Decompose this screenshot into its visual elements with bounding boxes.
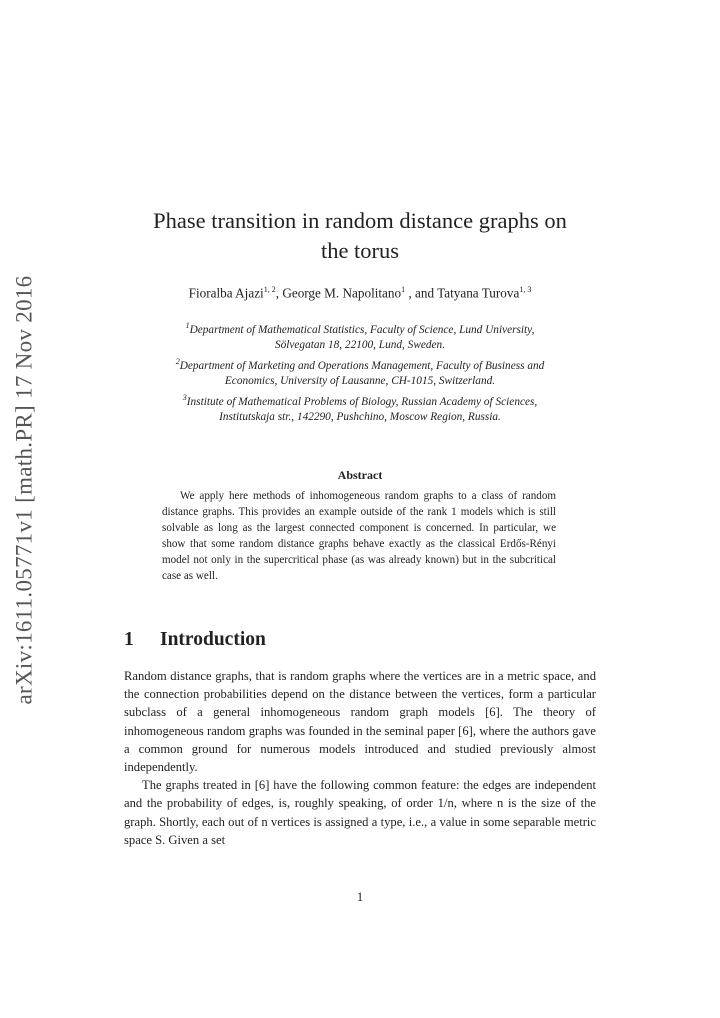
affiliation-line: Department of Marketing and Operations Management, Faculty of Business and <box>179 359 545 372</box>
arxiv-id: arXiv:1611.05771v1 [math.PR] 17 Nov 2016 <box>11 275 37 705</box>
author-name: Fioralba Ajazi <box>188 285 264 301</box>
affiliation-line: Economics, University of Lausanne, CH-1015, Switzerland. <box>224 375 496 388</box>
affiliation-sup: 1 <box>185 321 190 330</box>
intro-paragraph-2: The graphs treated in [6] have the following common feature: the edges are independent and the probability of edges, is, roughly speaking, of order 1/n, where n is the size of the graph. Shortly, each out of n vertices is assigned a type, i.e., a value in some separable metric space S. Given a set <box>124 778 596 847</box>
affiliation-line: Department of Mathematical Statistics, Faculty of Science, Lund University, <box>189 323 535 336</box>
affiliation-1 <box>122 318 598 354</box>
affiliation-sup: 3 <box>182 392 187 402</box>
affiliation-line: Institute of Mathematical Problems of Biology, Russian Academy of Sciences, <box>186 395 538 408</box>
author-separator: , and <box>405 285 438 301</box>
affiliation-3 <box>122 390 598 426</box>
affiliation-line: Institutskaja str., 142290, Pushchino, Moscow Region, Russia. <box>219 410 501 423</box>
section-heading <box>124 629 604 651</box>
author-list <box>110 285 610 301</box>
author-affil-sup: 1, 3 <box>519 285 532 294</box>
author-affil-sup: 1 <box>401 285 406 294</box>
intro-paragraph-1: Random distance graphs, that is random graphs where the vertices are in a metric space, and the connection probabilities depend on the distance between the vertices, form a particular subclass of a general inhomogeneous random graph models [6]. The theory of inhomogeneous random graphs was founded in the seminal paper [6], where the authors gave a common ground for numerous models introduced and studied previously almost independently. <box>124 669 596 775</box>
arxiv-stamp <box>6 275 42 705</box>
title-line-2: the torus <box>320 238 400 263</box>
affiliation-2 <box>122 354 598 390</box>
section-number: 1 <box>124 629 134 650</box>
affiliation-sup: 2 <box>175 356 180 366</box>
section-title: Introduction <box>160 629 266 650</box>
page-number: 1 <box>356 890 364 904</box>
affiliation-line: Sölvegatan 18, 22100, Lund, Sweden. <box>274 339 446 352</box>
author-name: George M. Napolitano <box>282 285 402 301</box>
author-affil-sup: 1, 2 <box>263 285 276 294</box>
author-separator: , <box>275 285 283 301</box>
introduction-body <box>124 667 596 849</box>
abstract-heading: Abstract <box>337 468 383 482</box>
author-name: Tatyana Turova <box>437 285 520 301</box>
title-line-1: Phase transition in random distance graphs on <box>153 208 567 233</box>
affiliations <box>122 318 598 425</box>
abstract-text: We apply here methods of inhomogeneous random graphs to a class of random distance graphs. This provides an example outside of the rank 1 models which is still solvable as long as the largest connected component is concerned. In particular, we show that some random distance graphs behave exactly as the classical Erdős-Rényi model not only in the supercritical phase (as was already known) but in the subcritical case as well. <box>162 490 556 582</box>
paper-title <box>110 206 610 266</box>
